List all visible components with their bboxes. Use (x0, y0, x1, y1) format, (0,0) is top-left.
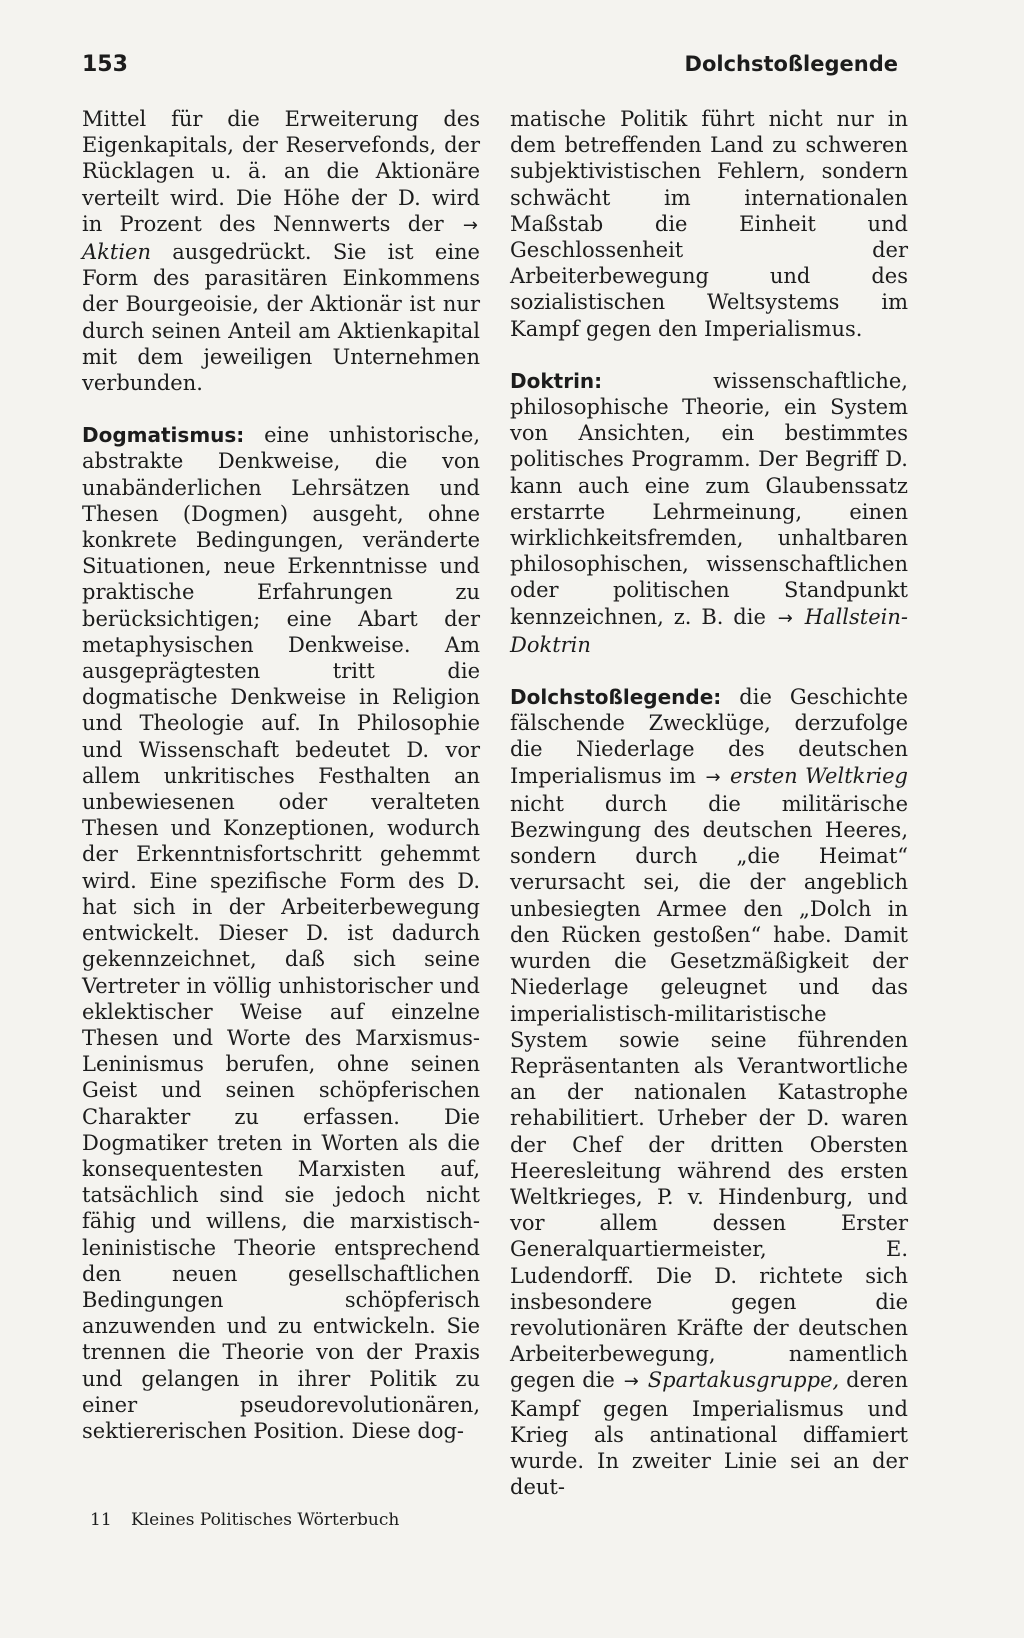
entry-dogmatismus (82, 422, 480, 1444)
cross-reference-spartakusgruppe[interactable]: Spartakusgruppe, (647, 1368, 840, 1393)
cross-reference-hallstein-doktrin[interactable]: Hallstein-Doktrin (510, 604, 908, 657)
paragraph-text: Mittel für die Erweiterung des Eigenkapitals, der Reservefonds, der Rücklagen u. ä. an die Aktionäre verteilt wird. Die Höhe der D. wird in Prozent des Nennwerts der (82, 107, 480, 236)
paragraph-dividende-continued (82, 106, 480, 396)
running-head: Dolchstoßlegende (684, 52, 898, 76)
paragraph-dogmatismus-continued: matische Politik führt nicht nur in dem betreffenden Land zu schweren subjektivistischen Fehlern, sondern schwächt im internationalen Maßstab die Einheit und Geschlossenheit der Arbeiterbewegung und des sozialistischen Weltsystems im Kampf gegen den Imperialismus. (510, 107, 908, 341)
entry-definition: deren Kampf gegen Imperialismus und Krieg als antinational diffamiert wurde. In zweiter Linie sei an der deut- (510, 1368, 908, 1500)
cross-reference-arrow-icon: → (462, 214, 478, 236)
entry-term: Doktrin: (510, 368, 603, 393)
entry-definition: wissenschaftliche, philosophische Theorie, ein System von Ansichten, ein bestimmtes politisches Programm. Der Begriff D. kann auch eine zum Glaubenssatz erstarrte Lehrmeinung, einen wirklichkeitsfremden, unhaltbaren philosophischen, wissenschaftlichen oder politischen Standpunkt kennzeichnen, z. B. die (510, 368, 908, 629)
cross-reference-aktien[interactable]: Aktien (82, 240, 151, 265)
page-number: 153 (82, 52, 128, 77)
right-column (510, 106, 908, 1500)
cross-reference-arrow-icon: → (777, 607, 793, 629)
book-title: Kleines Politisches Wörterbuch (131, 1510, 400, 1530)
cross-reference-arrow-icon: → (705, 766, 721, 788)
sheet-signature: 11 (90, 1510, 112, 1530)
cross-reference-arrow-icon: → (623, 1371, 639, 1393)
entry-definition: nicht durch die militärische Bezwingung des deutschen Heeres, sondern durch „die Heimat“ verursacht sei, die der angeblich unbesiegten Armee den „Dolch in den Rücken gestoßen“ habe. Damit wurden die Gesetzmäßigkeit der Niederlage geleugnet und das imperialistisch-militaristische System sowie seine führenden Repräsentanten als Verantwortliche an der nationalen Katastrophe rehabilitiert. Urheber der D. waren der Chef der dritten Obersten Heeresleitung während des ersten Weltkrieges, P. v. Hindenburg, und vor allem dessen Erster Generalquartiermeister, E. Ludendorff. Die D. richtete sich insbesondere gegen die revolutionären Kräfte der deutschen Arbeiterbewegung, namentlich gegen die (510, 791, 908, 1393)
entry-dolchstosslegende (510, 684, 908, 1500)
entry-definition: die Geschichte fälschende Zwecklüge, derzufolge die Niederlage des deutschen Imperialismus im (510, 685, 908, 788)
left-column (82, 106, 480, 1444)
cross-reference-erster-weltkrieg[interactable]: ersten Weltkrieg (730, 763, 908, 788)
paragraph-text: ausgedrückt. Sie ist eine Form des parasitären Einkommens der Bourgeoisie, der Aktionär ist nur durch seinen Anteil am Aktienkapital mit dem jeweiligen Unternehmen verbunden. (82, 240, 480, 396)
entry-term: Dolchstoßlegende: (510, 685, 722, 710)
entry-definition: eine unhistorische, abstrakte Denkweise, die von unabänderlichen Lehrsätzen und Thesen (Dogmen) ausgeht, ohne konkrete Bedingungen, veränderte Situationen, neue Erkenntnisse und praktische Erfahrungen zu berücksichtigen; eine Abart der metaphysischen Denkweise. Am ausgeprägtesten tritt die dogmatische Denkweise in Religion und Theologie auf. In Philosophie und Wissenschaft bedeutet D. vor allem unkritisches Festhalten an unbewiesenen oder veralteten Thesen und Konzeptionen, wodurch der Erkenntnisfortschritt gehemmt wird. Eine spezifische Form des D. hat sich in der Arbeiterbewegung entwickelt. Dieser D. ist dadurch gekennzeichnet, daß sich seine Vertreter in völlig unhistorischer und eklektischer Weise auf einzelne Thesen und Worte des Marxismus-Leninismus berufen, ohne seinen Geist und seinen schöpferischen Charakter zu erfassen. Die Dogmatiker treten in Worten als die konsequentesten Marxisten auf, tatsächlich sind sie jedoch nicht fähig und willens, die marxistisch-leninistische Theorie entsprechend den neuen gesellschaftlichen Bedingungen schöpferisch anzuwenden und zu entwickeln. Sie trennen die Theorie von der Praxis und gelangen in ihrer Politik zu einer pseudorevolutionären, sektiererischen Position. Diese dog- (82, 423, 480, 1443)
entry-doktrin (510, 368, 908, 658)
entry-term: Dogmatismus: (82, 423, 245, 448)
page-footer (90, 1510, 399, 1530)
